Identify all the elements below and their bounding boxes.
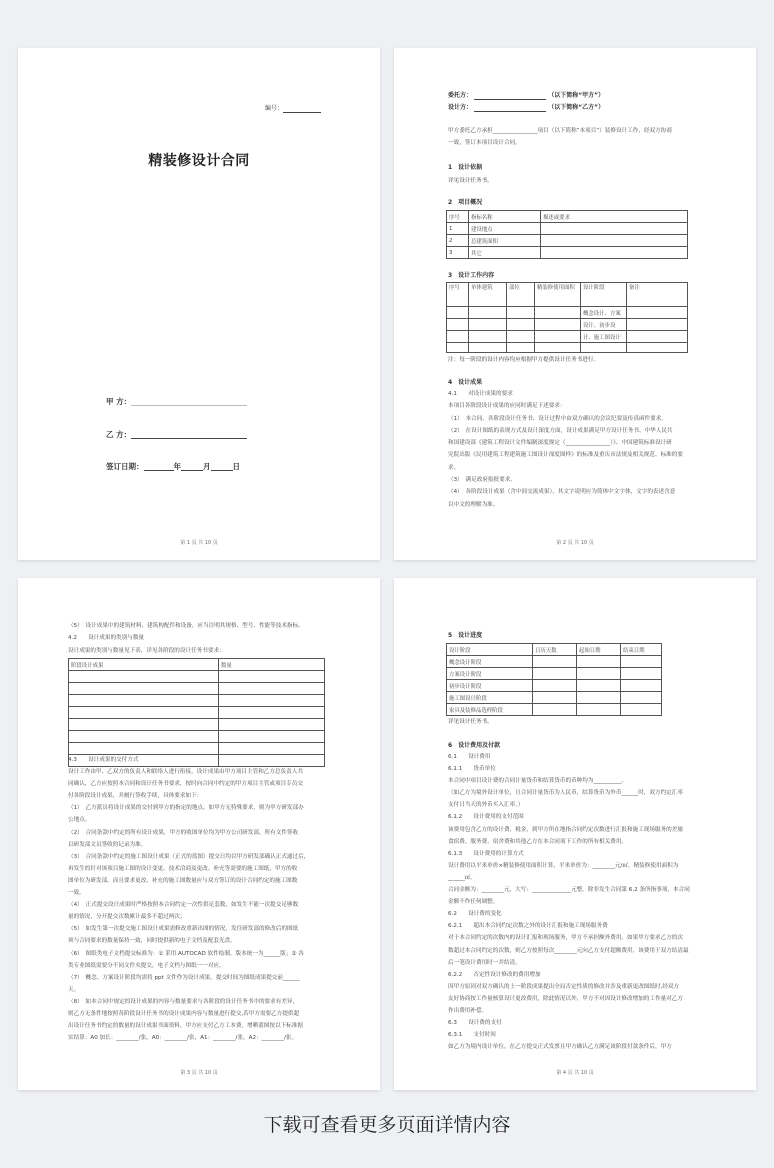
sign-date-line: 签订日期： 年 月 日	[106, 462, 240, 471]
page-3	[18, 578, 380, 1090]
table-row: 初步设计阶段	[447, 680, 662, 692]
section-6-text: 6.1 设计费用 6.1.1 货币单位 本合同中项目设计费的合同计量货币和结算货币的币种均为__________。 （如乙方为境外设计单位，且合同计量货币为人民币，结算货币为外币______时，双方约定汇率 支付日当天的外币买入汇率。） 6.1.2 设计费用的支付范围 该费用包含乙方的设计费、税金，到甲方所在地指合同约定次数进行汇报和施工现场服务的差旅 食宿费、服务费、宿舍费和其他乙方在本合同项下工作的所有相关费用。 6.1.3 设计费用的计算方式 设计费用以平米单价×精装修使用面积计算，平米单价为：________元/㎡，精装修使用面积为 ______㎡。 合同金额为：________元，大写：______________元整。除非发生合同第 6.2 条所指事项，本合同 金额不作任何调整。 6.2 设计费的变化 6.2.1 超出本合同约定次数之外的设计汇报和施工现场服务费 对于本合同约定的次数内的设计汇报和现场服务，甲方不承担额外费用。如果甲方要求乙方的次 数超过本合同约定的次数，则乙方按照每次________元向乙方支付超额费用，该费用于双方结清最 后一笔设计费用时一并结清。 6.2.2 否定性设计修改的费用增加 因甲方原因对双方确认的上一阶段成果提出全局否定性质的修改并涉及重新更改图纸时,经双方 友好协商按工作量核算设计更改费用，除此情况以外，甲方不对因设计修改增加的工作量对乙方 作出费用补偿。 6.3 设计费的支付 6.3.1 支付时间 如乙方为境内设计单位，在乙方提交正式发票且甲方确认乙方满足该阶段付款条件后，甲方	[448, 754, 690, 1051]
section-3-title: 3 设计工作内容	[448, 272, 495, 279]
contract-number-label: 编号：	[265, 105, 321, 113]
section-2-title: 2 项目概况	[448, 199, 483, 206]
page-footer: 第 2 页 共 10 页	[556, 540, 594, 546]
table-row	[69, 683, 325, 695]
client-line: 委托方： （以下简称“甲方”）	[448, 92, 605, 99]
table-row	[69, 671, 325, 683]
table-row: 施工图设计阶段	[447, 692, 662, 704]
table-row: 计、施工图设计	[447, 331, 688, 343]
table-row: 概念设计、方案	[447, 307, 688, 319]
document-title: 精装修设计合同	[148, 153, 250, 169]
table-row: 3 其它	[447, 247, 688, 259]
designer-line: 设计方： （以下简称“乙方”）	[448, 104, 605, 111]
section-1-text: 详见设计任务书。	[448, 178, 493, 184]
page-footer: 第 4 页 共 10 页	[556, 1070, 594, 1076]
section-5-title: 5 设计进度	[448, 632, 483, 639]
deliverables-table: 阶段设计成果 数量	[68, 658, 325, 767]
intro-text: 甲方委托乙方承担________________项目（以下简称“本项目”）装修设计工作，经双方协商 一致，签订本项目设计合同。	[448, 128, 672, 147]
table-row: 家具及装修品选样阶段	[447, 704, 662, 716]
table-row: 2 总建筑面积	[447, 235, 688, 247]
page-4	[394, 578, 756, 1090]
table-row: 设计、初步设	[447, 319, 688, 331]
section-4-3-text: 4.3 设计成果的交付方式 设计工作由甲、乙双方的负责人和联络人进行衔接，设计成果由甲方项目主管和乙方总负责人共 同确认，乙方应按照本合同和设计任务书要求，按时向合同中约定的甲方项目主管或项目专员交 付各阶段设计成果，并履行签收手续，具体要求如下： （1） 乙方派员将设计成果的交付到甲方的指定的地点，如甲方无特殊要求，则为甲方研发部办 公地点。 （2） 合同条款中约定的所有设计成果，甲方的收图单位均为甲方公司研发部，所有文件签收 以研发部文员签收的记录为准。 （3） 合同条款中约定的施工图设计成果（正式的蓝图）提交日均以甲方研发部确认正式通过后， 再发生的针对该项目施工图的设计变更、技术洽商及更改、补充等需要的施工图纸，甲方的收 图单位为研发部，而且要求更改、补充的施工图数量应与双方签订的设计合同约定的施工图数 一致。 （4） 正式提交设计成果时严格按照本合同约定一次性供足套数，如发生不能一次提交足够数 量的情况，分开提交次数累计最多不超过两次； （5） 如发生第一次提交施工图设计成果需修改重新出图的情况，发往研发部的修改后的图纸 须与合同要求的数量保持一致，同时提供新的电子文档及配套光盘。 （6） 图纸类电子文档提交标准为：① 采用 AUTOCAD 软件绘制，版本统一为______版；② 各 类专业图纸需要分不同文件夹提交，电子文档与图纸一一对应。 （7） 概念、方案设计阶段均需将 ppt 文件作为设计成果，提交时间为图纸成果提交前______ 天。 （8） 如本合同中规定的设计成果的内容与数量要求与各阶段的设计任务书中的要求有差异， 则乙方无条件地按照各阶段设计任务书的设计成果内容与数量进行提交,若甲方需要乙方提供超 出设计任务书约定的数量的设计成果书面资料，甲方应支付乙方工本费，增晒蓝图按以下标准据 实结算：A0 加长：________/张，A0：________/张，A1：________/张，A2：________/张。	[68, 757, 310, 1042]
table-note: 注：每一阶段的设计内容均应根据甲方提供设计任务书进行。	[448, 357, 600, 363]
page-2	[394, 48, 756, 560]
page-1	[18, 48, 380, 560]
table-row: 方案设计阶段	[447, 668, 662, 680]
design-scope-table: 序号 单体建筑 部位 精装修使用面积 设计阶段 备注 概念设计、方案 设计、初步设 计、施工图设计	[446, 282, 688, 353]
schedule-note: 详见设计任务书。	[448, 719, 493, 725]
schedule-table: 设计阶段 日历天数 起始日期 结束日期 概念设计阶段 方案设计阶段 初步设计阶段 施工图设计阶段 家具及装修品选样阶段	[446, 643, 662, 716]
table-row	[69, 743, 325, 755]
table-row	[69, 731, 325, 743]
section-4-text: 4.1 对设计成果的要求 本项目各阶段设计成果的应同时满足下述要求： （1） 本合同、各阶段设计任务书、设计过程中由双方确认的会议纪要及传真函件要求。 （2） 在设计图纸的表现方式及设计深度方面，设计成果满足甲方设计任务书、中华人民共 和国建设部《建筑工程设计文件编制深度规定（________________）》、中国建筑标准设计研 究院出版《民用建筑工程建筑施工图设计深度图样》的标准及重庆市法规及相关规范、标准的要 求。 （3） 满足政府报批要求。 （4） 各阶段设计成果（含中间交流成果），其文字说明应为简体中文字体，文字的表述含意 以中文的理解为准。	[448, 391, 683, 508]
section-1-title: 1 设计依据	[448, 164, 483, 171]
table-header: 描述或要求	[541, 211, 688, 223]
section-4-title: 4 设计成果	[448, 379, 483, 386]
party-a-line: 甲 方：	[106, 397, 247, 406]
table-header: 序号	[447, 211, 469, 223]
table-row	[69, 719, 325, 731]
table-row	[447, 343, 688, 353]
download-caption: 下载可查看更多页面详情内容	[263, 1114, 511, 1136]
section-6-title: 6 设计费用及付款	[448, 742, 501, 749]
table-row	[69, 707, 325, 719]
top-text: （5） 设计成果中的建筑材料、建筑构配件和设备，应当注明其规格、型号、性能等技术指标。 4.2 设计成果的类别与数量 设计成果的类别与数量见下表，详见各阶段的设计任务书要求：	[68, 623, 304, 654]
table-row	[69, 695, 325, 707]
page-footer: 第 1 页 共 10 页	[180, 540, 218, 546]
party-b-line: 乙 方：	[106, 430, 247, 439]
table-row: 概念设计阶段	[447, 656, 662, 668]
project-overview-table	[446, 210, 688, 259]
table-row: 1 建设地点	[447, 223, 688, 235]
page-footer: 第 3 页 共 10 页	[180, 1070, 218, 1076]
table-header: 指标名称	[469, 211, 541, 223]
